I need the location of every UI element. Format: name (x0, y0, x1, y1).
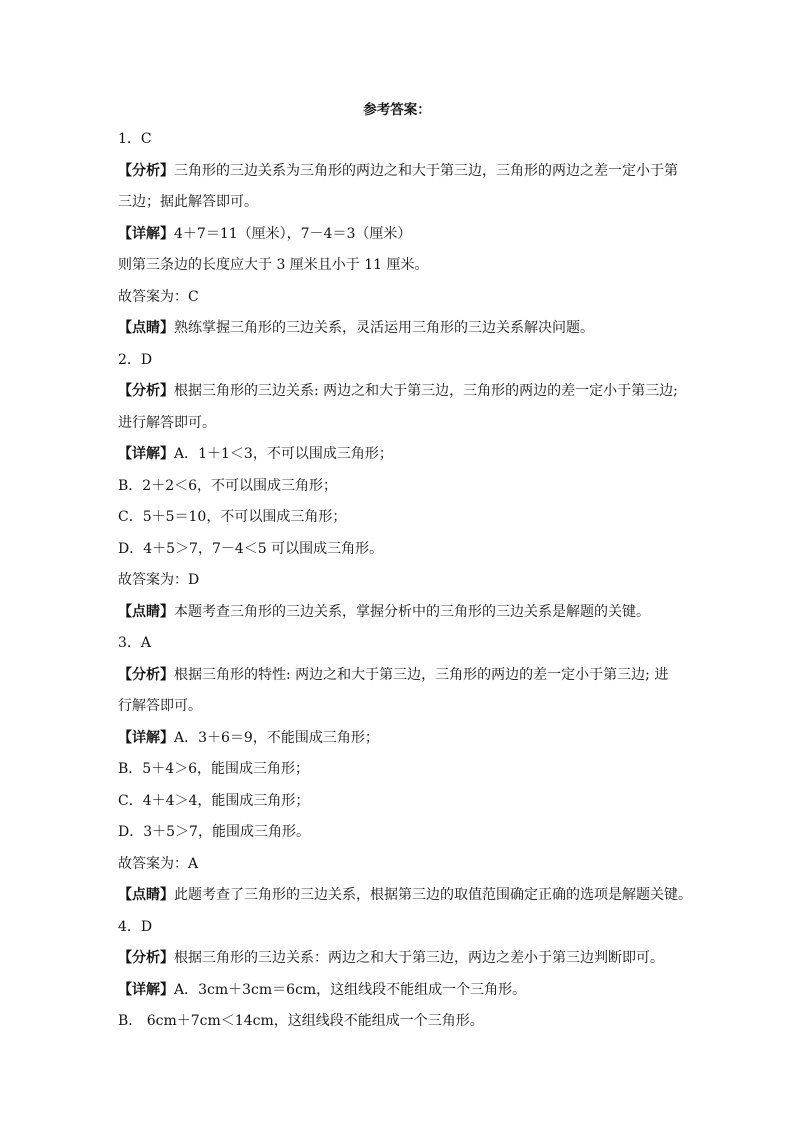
answer-line (118, 849, 684, 881)
answer-line (118, 408, 684, 440)
line-text: D．4＋5＞7，7－4＜5 可以围成三角形。 (118, 540, 384, 557)
section-tag: 【详解】 (118, 446, 174, 462)
line-text: B．5＋4＞6，能围成三角形； (118, 761, 310, 777)
line-text: 1．C (118, 131, 152, 147)
line-text: 进行解答即可。 (118, 414, 216, 431)
section-tag: 【点睛】 (118, 320, 174, 336)
answer-line (118, 1006, 684, 1038)
answer-line (118, 628, 684, 660)
answer-line (118, 345, 684, 377)
answer-line (118, 187, 684, 219)
answer-line (118, 124, 684, 156)
line-text: 则第三条边的长度应大于 3 厘米且小于 11 厘米。 (118, 257, 429, 273)
answer-line (118, 912, 684, 944)
line-text: D．3＋5＞7，能围成三角形。 (118, 824, 310, 840)
line-text: 根据三角形的三边关系：两边之和大于第三边，两边之差小于第三边判断即可。 (174, 950, 664, 966)
section-tag: 【分析】 (118, 383, 174, 399)
answer-line (118, 754, 684, 786)
answer-line (118, 250, 684, 282)
line-text: C．4＋4＞4，能围成三角形； (118, 792, 310, 809)
line-text: C．5＋5＝10，不可以围成三角形； (118, 509, 347, 525)
line-text: 本题考查三角形的三边关系，掌握分析中的三角形的三边关系是解题的关键。 (174, 603, 650, 620)
answer-line (118, 723, 684, 755)
section-tag: 【分析】 (118, 666, 174, 683)
line-text: A．1＋1＜3，不可以围成三角形； (174, 446, 393, 462)
line-text: B． 6cm＋7cm＜14cm，这组线段不能组成一个三角形。 (118, 1013, 484, 1029)
answer-line (118, 691, 684, 723)
line-text: 行解答即可。 (118, 698, 202, 714)
answer-line (118, 502, 684, 534)
answer-content (118, 124, 692, 1038)
line-text: 故答案为：C (118, 288, 199, 305)
section-tag: 【详解】 (118, 981, 174, 998)
answer-line (118, 565, 684, 597)
answer-line (118, 439, 684, 471)
line-text: 三边；据此解答即可。 (118, 194, 258, 210)
line-text: 根据三角形的特性: 两边之和大于第三边，三角形的两边的差一定小于第三边; 进 (174, 666, 669, 683)
line-text: 根据三角形的三边关系: 两边之和大于第三边，三角形的两边的差一定小于第三边; (174, 383, 678, 399)
line-text: 熟练掌握三角形的三边关系，灵活运用三角形的三边关系解决问题。 (174, 320, 594, 336)
answer-line (118, 534, 684, 566)
answer-line (118, 313, 684, 345)
line-text: 4＋7＝11（厘米），7－4＝3（厘米） (174, 225, 412, 242)
answer-line (118, 817, 684, 849)
line-text: 故答案为：A (118, 855, 199, 872)
answer-line (118, 219, 684, 251)
line-text: 故答案为：D (118, 572, 200, 588)
section-tag: 【详解】 (118, 225, 174, 242)
answer-line (118, 597, 684, 629)
line-text: B．2＋2＜6，不可以围成三角形； (118, 477, 338, 494)
page-title: 参考答案： (363, 102, 431, 118)
section-tag: 【分析】 (118, 950, 174, 966)
section-tag: 【详解】 (118, 729, 174, 746)
section-tag: 【点睛】 (118, 603, 174, 620)
line-text: 3．A (118, 635, 152, 651)
answer-line (118, 880, 692, 912)
answer-line (118, 376, 684, 408)
answer-line (118, 156, 684, 188)
answer-line (118, 282, 684, 314)
line-text: A．3cm＋3cm＝6cm，这组线段不能组成一个三角形。 (174, 981, 527, 998)
line-text: 此题考查了三角形的三边关系，根据第三边的取值范围确定正确的选项是解题关键。 (174, 887, 692, 903)
line-text: 三角形的三边关系为三角形的两边之和大于第三边，三角形的两边之差一定小于第 (174, 162, 678, 179)
line-text: A．3＋6＝9，不能围成三角形； (174, 729, 379, 746)
answer-line (118, 471, 684, 503)
section-tag: 【分析】 (118, 162, 174, 179)
line-text: 2．D (118, 351, 153, 368)
answer-line (118, 660, 684, 692)
answer-line (118, 786, 684, 818)
answer-line (118, 975, 684, 1007)
section-tag: 【点睛】 (118, 887, 174, 903)
line-text: 4．D (118, 918, 153, 935)
answer-line (118, 943, 684, 975)
